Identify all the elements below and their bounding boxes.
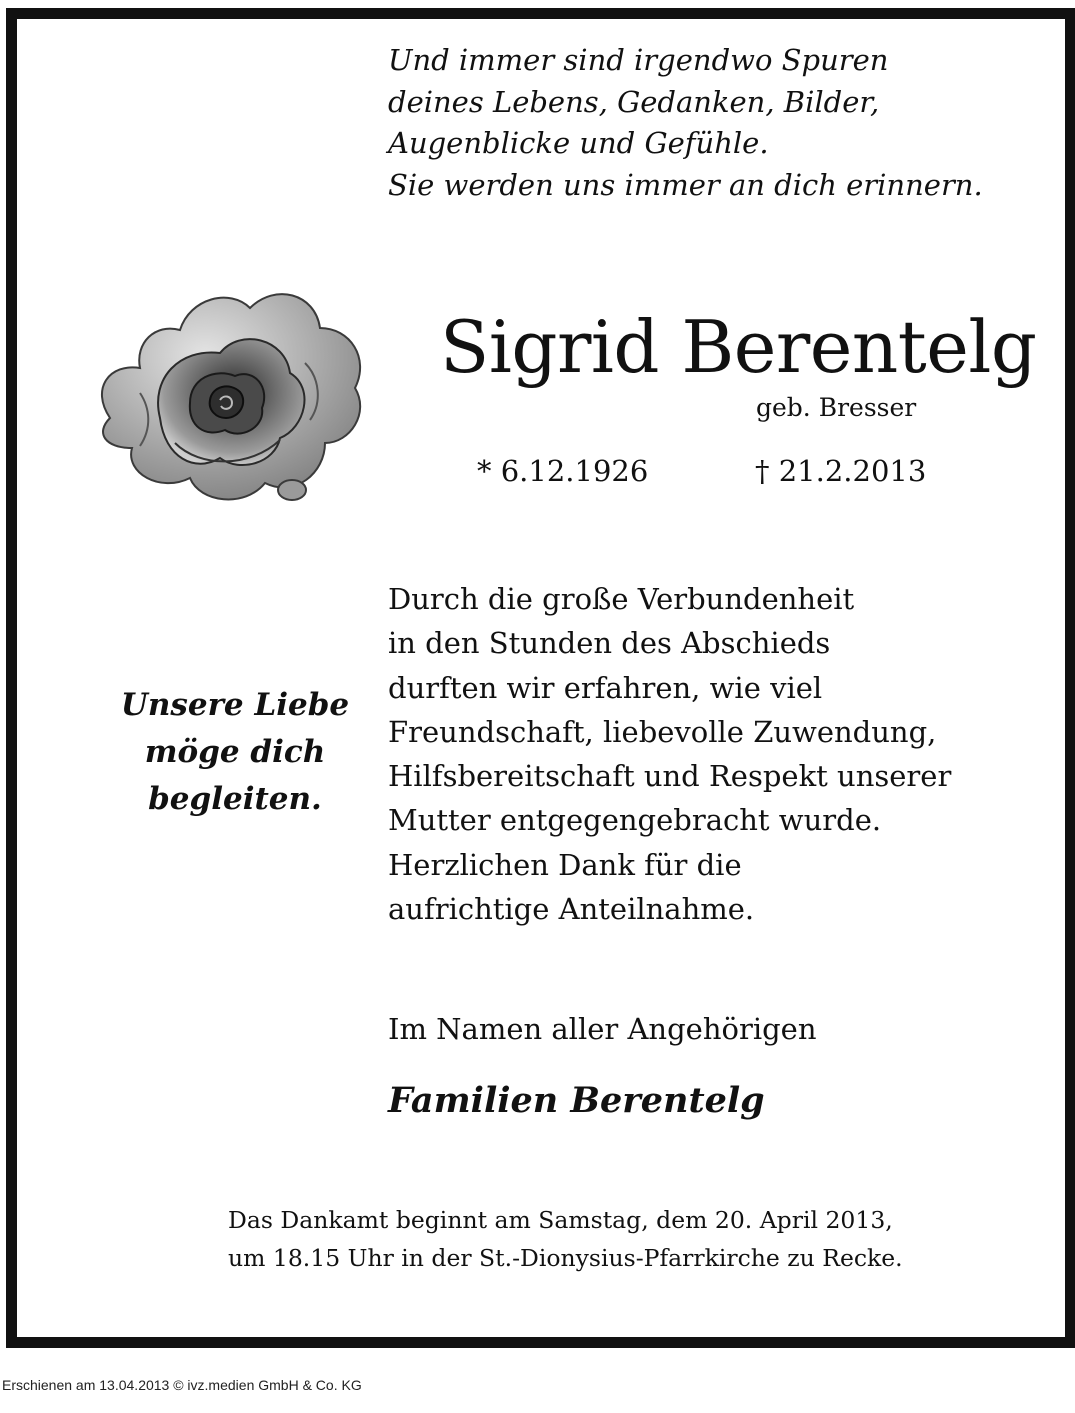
- thanks-text: [388, 577, 951, 931]
- motto-line: Augenblicke und Gefühle.: [388, 126, 769, 160]
- deceased-name: Sigrid Berentelg: [440, 305, 1037, 389]
- thanks-line: aufrichtige Anteilnahme.: [388, 892, 755, 927]
- thanks-line: in den Stunden des Abschieds: [388, 626, 831, 661]
- motto-line: Sie werden uns immer an dich erinnern.: [388, 167, 983, 202]
- thanks-line: Herzlichen Dank für die: [388, 847, 742, 882]
- side-quote-line: begleiten.: [148, 781, 322, 817]
- service-announcement: [228, 1201, 903, 1277]
- on-behalf-text: Im Namen aller Angehörigen: [388, 1012, 817, 1046]
- thanks-line: Hilfsbereitschaft und Respekt unserer: [388, 759, 952, 794]
- motto-line: deines Lebens, Gedanken, Bilder,: [388, 84, 880, 119]
- family-signature: Familien Berentelg: [388, 1080, 765, 1121]
- service-line: Das Dankamt beginnt am Samstag, dem 20. April 2013,: [228, 1206, 893, 1234]
- motto-verse: [388, 40, 983, 206]
- maiden-name: geb. Bresser: [756, 393, 917, 422]
- thanks-line: Durch die große Verbundenheit: [388, 582, 855, 616]
- thanks-line: Freundschaft, liebevolle Zuwendung,: [388, 714, 937, 749]
- thanks-line: Mutter entgegengebracht wurde.: [388, 803, 882, 838]
- side-quote-line: Unsere Liebe: [120, 687, 350, 723]
- side-quote: [110, 682, 360, 823]
- thanks-line: durften wir erfahren, wie viel: [388, 670, 823, 705]
- motto-line: Und immer sind irgendwo Spuren: [388, 43, 889, 77]
- service-line: um 18.15 Uhr in der St.-Dionysius-Pfarrkirche zu Recke.: [228, 1244, 903, 1272]
- publication-credit: Erschienen am 13.04.2013 © ivz.medien GmbH & Co. KG: [2, 1377, 362, 1393]
- death-date: † 21.2.2013: [755, 454, 927, 488]
- rose-icon: [80, 268, 372, 508]
- birth-date: * 6.12.1926: [477, 454, 649, 488]
- side-quote-line: möge dich: [144, 734, 326, 770]
